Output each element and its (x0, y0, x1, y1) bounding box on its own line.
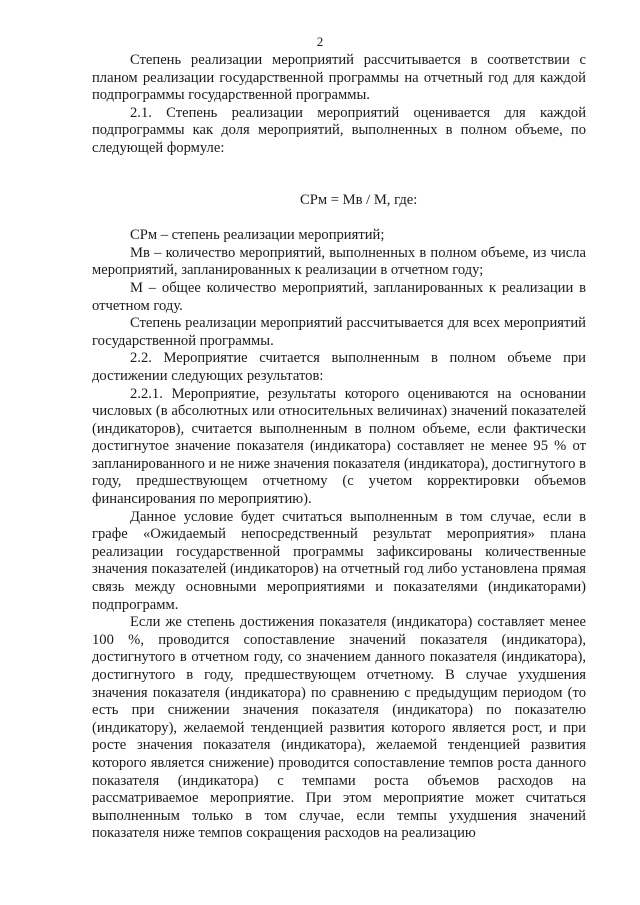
paragraph-condition: Данное условие будет считаться выполненным в том случае, если в графе «Ожидаемый непосредственный результат мероприятия» плана реализации государственной программы зафиксированы количественные значения показателей (индикаторов) на отчетный год либо установлена прямая связь между основными мероприятиями и показателями (индикаторами) подпрограмм. (92, 508, 586, 613)
definition-mv: Мв – количество мероприятий, выполненных в полном объеме, из числа мероприятий, запланированных к реализации в отчетном году; (92, 244, 586, 279)
paragraph-2-2: 2.2. Мероприятие считается выполненным в полном объеме при достижении следующих результатов: (92, 350, 586, 384)
paragraph-2-2-1: 2.2.1. Мероприятие, результаты которого оцениваются на основании числовых (в абсолютных или относительных величинах) значений показателей (индикаторов), считается выполненным в полном объеме, если фактически достигнутое значение показателя (индикатора) составляет не менее 95 % от запланированного и не ниже значения показателя (индикатора), достигнутого в году, предшествующем отчетному (с учетом корректировки объемов финансирования по мероприятию). (92, 385, 586, 508)
paragraph-2-1: 2.1. Степень реализации мероприятий оценивается для каждой подпрограммы как доля мероприятий, выполненных в полном объеме, по следующей формуле: (92, 104, 586, 156)
paragraph-intro: Степень реализации мероприятий рассчитывается в соответствии с планом реализации государственной программы на отчетный год для каждой подпрограммы государственной программы. (92, 52, 586, 104)
paragraph-scope: Степень реализации мероприятий рассчитывается для всех мероприятий государственной программы. (92, 315, 586, 349)
formula: СРм = Мв / М, где: (300, 191, 418, 208)
page-number: 2 (316, 34, 324, 49)
definition-srm: СРм – степень реализации мероприятий; (130, 227, 385, 244)
document-body (92, 52, 586, 843)
paragraph-comparison: Если же степень достижения показателя (индикатора) составляет менее 100 %, проводится сопоставление значений показателя (индикатора), достигнутого в отчетном году, со значением данного показателя (индикатора), достигнутого в году, предшествующем отчетному. В случае ухудшения значения показателя (индикатора) по сравнению с предыдущим периодом (то есть при снижении значения показателя (индикатора) по показателю (индикатору), желаемой тенденцией развития которого является рост, и при росте значения показателя (индикатора), желаемой тенденцией развития которого является снижение) проводится сопоставление темпов роста данного показателя (индикатора) с темпами роста объемов расходов на рассматриваемое мероприятие. При этом мероприятие может считаться выполненным только в том случае, если темпы ухудшения значений показателя ниже темпов сокращения расходов на реализацию (92, 614, 586, 842)
definition-m: М – общее количество мероприятий, запланированных к реализации в отчетном году. (92, 279, 586, 314)
